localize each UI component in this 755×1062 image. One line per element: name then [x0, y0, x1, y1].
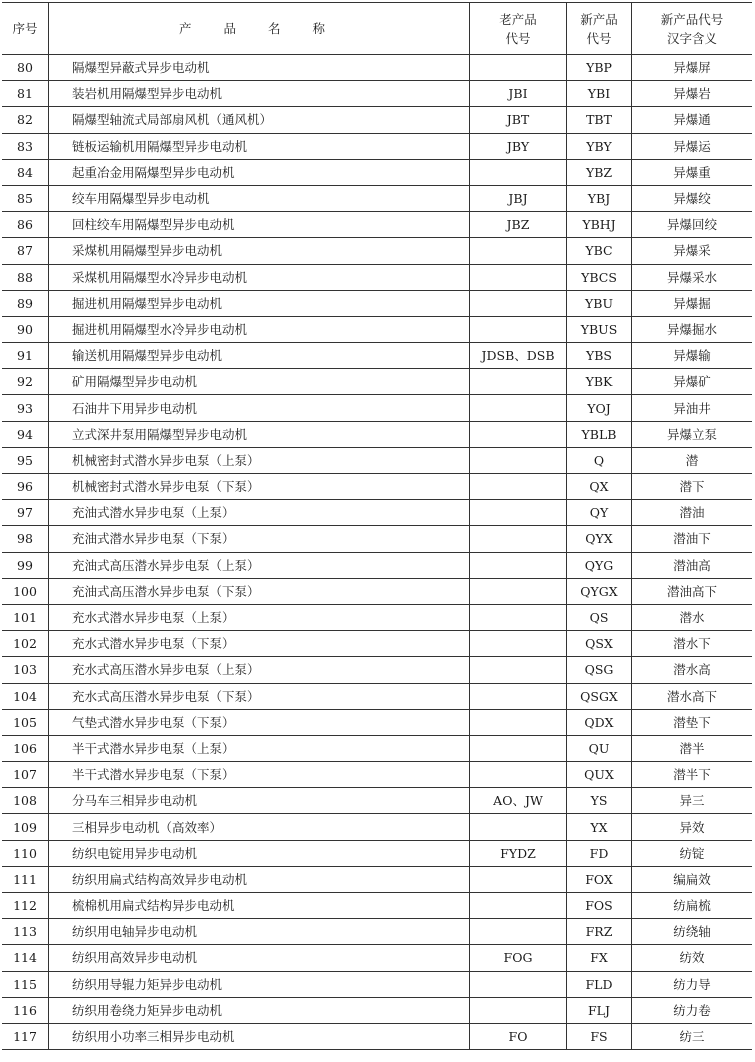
- cell-name: 气垫式潜水异步电泵（下泵）: [49, 709, 470, 735]
- cell-old-code: [470, 657, 567, 683]
- cell-meaning: 异爆采水: [632, 264, 753, 290]
- cell-no: 89: [2, 290, 49, 316]
- cell-meaning: 异效: [632, 814, 753, 840]
- cell-meaning: 潜水下: [632, 631, 753, 657]
- cell-no: 115: [2, 971, 49, 997]
- table-row: [2, 893, 752, 919]
- cell-name: 石油井下用异步电动机: [49, 395, 470, 421]
- table-row: [2, 788, 752, 814]
- table-row: [2, 945, 752, 971]
- cell-meaning: 潜油高: [632, 552, 753, 578]
- cell-meaning: 纺绕轴: [632, 919, 753, 945]
- cell-no: 80: [2, 55, 49, 81]
- cell-meaning: 异三: [632, 788, 753, 814]
- cell-meaning: 潜垫下: [632, 709, 753, 735]
- cell-no: 84: [2, 159, 49, 185]
- cell-old-code: [470, 762, 567, 788]
- cell-name: 装岩机用隔爆型异步电动机: [49, 81, 470, 107]
- cell-old-code: [470, 552, 567, 578]
- cell-no: 117: [2, 1023, 49, 1049]
- cell-meaning: 潜油高下: [632, 578, 753, 604]
- table-row: [2, 81, 752, 107]
- cell-old-code: JBJ: [470, 185, 567, 211]
- table-header-row: [2, 3, 752, 55]
- cell-old-code: [470, 709, 567, 735]
- cell-no: 110: [2, 840, 49, 866]
- cell-no: 88: [2, 264, 49, 290]
- header-no: 序号: [2, 3, 49, 55]
- cell-name: 充水式高压潜水异步电泵（上泵）: [49, 657, 470, 683]
- cell-meaning: 异爆矿: [632, 369, 753, 395]
- cell-meaning: 潜半下: [632, 762, 753, 788]
- table-row: [2, 762, 752, 788]
- header-new-code-line2: 代号: [586, 30, 612, 46]
- cell-name: 机械密封式潜水异步电泵（上泵）: [49, 447, 470, 473]
- header-old-code-line1: 老产品: [499, 11, 537, 27]
- cell-meaning: 潜油下: [632, 526, 753, 552]
- cell-new-code: FOS: [567, 893, 632, 919]
- cell-no: 107: [2, 762, 49, 788]
- table-row: [2, 578, 752, 604]
- cell-meaning: 异爆重: [632, 159, 753, 185]
- cell-no: 97: [2, 500, 49, 526]
- cell-old-code: [470, 631, 567, 657]
- cell-meaning: 异爆立泵: [632, 421, 753, 447]
- cell-meaning: 异爆掘: [632, 290, 753, 316]
- table-row: [2, 840, 752, 866]
- table-row: [2, 709, 752, 735]
- table-row: [2, 657, 752, 683]
- cell-old-code: [470, 55, 567, 81]
- cell-old-code: FYDZ: [470, 840, 567, 866]
- header-meaning-line2: 汉字含义: [666, 30, 717, 46]
- cell-no: 87: [2, 238, 49, 264]
- cell-old-code: [470, 369, 567, 395]
- table-row: [2, 133, 752, 159]
- cell-name: 分马车三相异步电动机: [49, 788, 470, 814]
- table-row: [2, 919, 752, 945]
- cell-meaning: 异油井: [632, 395, 753, 421]
- cell-no: 91: [2, 343, 49, 369]
- cell-new-code: QU: [567, 735, 632, 761]
- table-row: [2, 290, 752, 316]
- table-row: [2, 369, 752, 395]
- cell-new-code: QYG: [567, 552, 632, 578]
- cell-name: 充油式高压潜水异步电泵（下泵）: [49, 578, 470, 604]
- table-row: [2, 447, 752, 473]
- cell-new-code: YBY: [567, 133, 632, 159]
- cell-old-code: [470, 159, 567, 185]
- header-meaning-line1: 新产品代号: [660, 11, 724, 27]
- cell-no: 105: [2, 709, 49, 735]
- cell-new-code: QUX: [567, 762, 632, 788]
- cell-meaning: 潜: [632, 447, 753, 473]
- cell-old-code: [470, 893, 567, 919]
- cell-new-code: FOX: [567, 866, 632, 892]
- cell-old-code: [470, 919, 567, 945]
- cell-no: 109: [2, 814, 49, 840]
- cell-no: 113: [2, 919, 49, 945]
- cell-no: 100: [2, 578, 49, 604]
- table-row: [2, 683, 752, 709]
- cell-name: 立式深井泵用隔爆型异步电动机: [49, 421, 470, 447]
- cell-name: 梳棉机用扁式结构异步电动机: [49, 893, 470, 919]
- cell-old-code: JBT: [470, 107, 567, 133]
- table-row: [2, 185, 752, 211]
- cell-name: 纺织用小功率三相异步电动机: [49, 1023, 470, 1049]
- cell-meaning: 纺力卷: [632, 997, 753, 1023]
- cell-no: 101: [2, 604, 49, 630]
- cell-meaning: 异爆通: [632, 107, 753, 133]
- cell-old-code: [470, 474, 567, 500]
- cell-old-code: [470, 578, 567, 604]
- cell-no: 102: [2, 631, 49, 657]
- cell-old-code: JBI: [470, 81, 567, 107]
- cell-meaning: 潜水高: [632, 657, 753, 683]
- cell-new-code: YBC: [567, 238, 632, 264]
- cell-meaning: 纺力导: [632, 971, 753, 997]
- cell-old-code: [470, 526, 567, 552]
- cell-name: 纺织电锭用异步电动机: [49, 840, 470, 866]
- cell-old-code: [470, 290, 567, 316]
- cell-no: 95: [2, 447, 49, 473]
- cell-name: 充水式高压潜水异步电泵（下泵）: [49, 683, 470, 709]
- table-row: [2, 631, 752, 657]
- table-row: [2, 604, 752, 630]
- cell-meaning: 异爆绞: [632, 185, 753, 211]
- cell-no: 98: [2, 526, 49, 552]
- header-name: 产 品 名 称: [49, 3, 470, 55]
- cell-name: 链板运输机用隔爆型异步电动机: [49, 133, 470, 159]
- cell-name: 充油式高压潜水异步电泵（上泵）: [49, 552, 470, 578]
- cell-name: 采煤机用隔爆型异步电动机: [49, 238, 470, 264]
- cell-new-code: Q: [567, 447, 632, 473]
- cell-new-code: YBCS: [567, 264, 632, 290]
- cell-no: 82: [2, 107, 49, 133]
- cell-new-code: QSG: [567, 657, 632, 683]
- cell-new-code: FS: [567, 1023, 632, 1049]
- cell-meaning: 异爆运: [632, 133, 753, 159]
- table-body: [2, 55, 752, 1050]
- cell-old-code: [470, 604, 567, 630]
- cell-old-code: JBY: [470, 133, 567, 159]
- table-row: [2, 212, 752, 238]
- cell-new-code: QSGX: [567, 683, 632, 709]
- cell-no: 103: [2, 657, 49, 683]
- header-old-code: [470, 3, 567, 55]
- product-code-table: [2, 2, 752, 1050]
- cell-new-code: QYX: [567, 526, 632, 552]
- cell-no: 104: [2, 683, 49, 709]
- cell-old-code: [470, 500, 567, 526]
- cell-new-code: YBS: [567, 343, 632, 369]
- cell-new-code: YOJ: [567, 395, 632, 421]
- cell-meaning: 编扁效: [632, 866, 753, 892]
- cell-no: 90: [2, 316, 49, 342]
- cell-name: 矿用隔爆型异步电动机: [49, 369, 470, 395]
- cell-new-code: FLJ: [567, 997, 632, 1023]
- cell-new-code: YBI: [567, 81, 632, 107]
- table-row: [2, 1023, 752, 1049]
- cell-meaning: 潜下: [632, 474, 753, 500]
- table-row: [2, 971, 752, 997]
- cell-no: 83: [2, 133, 49, 159]
- cell-meaning: 潜水: [632, 604, 753, 630]
- cell-new-code: FRZ: [567, 919, 632, 945]
- cell-new-code: QYGX: [567, 578, 632, 604]
- cell-name: 纺织用卷绕力矩异步电动机: [49, 997, 470, 1023]
- cell-no: 86: [2, 212, 49, 238]
- table-row: [2, 866, 752, 892]
- cell-old-code: [470, 264, 567, 290]
- table-row: [2, 238, 752, 264]
- cell-meaning: 异爆屏: [632, 55, 753, 81]
- table-row: [2, 997, 752, 1023]
- cell-no: 106: [2, 735, 49, 761]
- cell-new-code: YX: [567, 814, 632, 840]
- cell-meaning: 纺锭: [632, 840, 753, 866]
- header-new-code: [567, 3, 632, 55]
- cell-old-code: [470, 735, 567, 761]
- cell-old-code: [470, 421, 567, 447]
- table-row: [2, 500, 752, 526]
- cell-new-code: QS: [567, 604, 632, 630]
- cell-new-code: YBU: [567, 290, 632, 316]
- cell-name: 输送机用隔爆型异步电动机: [49, 343, 470, 369]
- cell-name: 起重冶金用隔爆型异步电动机: [49, 159, 470, 185]
- cell-no: 85: [2, 185, 49, 211]
- cell-name: 三相异步电动机（高效率）: [49, 814, 470, 840]
- cell-no: 81: [2, 81, 49, 107]
- cell-meaning: 潜水高下: [632, 683, 753, 709]
- table-row: [2, 264, 752, 290]
- header-old-code-line2: 代号: [505, 30, 531, 46]
- cell-old-code: JBZ: [470, 212, 567, 238]
- cell-no: 92: [2, 369, 49, 395]
- cell-name: 纺织用扁式结构高效异步电动机: [49, 866, 470, 892]
- cell-name: 纺织用导辊力矩异步电动机: [49, 971, 470, 997]
- cell-new-code: YBHJ: [567, 212, 632, 238]
- table-row: [2, 159, 752, 185]
- cell-old-code: [470, 971, 567, 997]
- cell-meaning: 异爆输: [632, 343, 753, 369]
- cell-name: 半干式潜水异步电泵（上泵）: [49, 735, 470, 761]
- cell-new-code: TBT: [567, 107, 632, 133]
- cell-name: 充油式潜水异步电泵（上泵）: [49, 500, 470, 526]
- table-row: [2, 107, 752, 133]
- cell-meaning: 异爆回绞: [632, 212, 753, 238]
- cell-meaning: 异爆岩: [632, 81, 753, 107]
- cell-old-code: [470, 814, 567, 840]
- cell-meaning: 纺扁梳: [632, 893, 753, 919]
- table-row: [2, 552, 752, 578]
- cell-meaning: 纺三: [632, 1023, 753, 1049]
- cell-name: 隔爆型轴流式局部扇风机（通风机）: [49, 107, 470, 133]
- cell-new-code: YBZ: [567, 159, 632, 185]
- header-new-code-line1: 新产品: [580, 11, 618, 27]
- cell-name: 机械密封式潜水异步电泵（下泵）: [49, 474, 470, 500]
- cell-new-code: FD: [567, 840, 632, 866]
- cell-new-code: YBP: [567, 55, 632, 81]
- cell-old-code: [470, 238, 567, 264]
- cell-old-code: JDSB、DSB: [470, 343, 567, 369]
- cell-new-code: YS: [567, 788, 632, 814]
- table-row: [2, 526, 752, 552]
- cell-name: 回柱绞车用隔爆型异步电动机: [49, 212, 470, 238]
- cell-no: 111: [2, 866, 49, 892]
- cell-meaning: 潜油: [632, 500, 753, 526]
- cell-name: 掘进机用隔爆型水冷异步电动机: [49, 316, 470, 342]
- cell-new-code: QX: [567, 474, 632, 500]
- cell-old-code: [470, 447, 567, 473]
- table-row: [2, 421, 752, 447]
- cell-no: 114: [2, 945, 49, 971]
- table-row: [2, 395, 752, 421]
- cell-new-code: QY: [567, 500, 632, 526]
- cell-meaning: 异爆掘水: [632, 316, 753, 342]
- cell-new-code: YBJ: [567, 185, 632, 211]
- cell-new-code: YBK: [567, 369, 632, 395]
- cell-no: 116: [2, 997, 49, 1023]
- table-row: [2, 316, 752, 342]
- cell-old-code: [470, 866, 567, 892]
- cell-old-code: AO、JW: [470, 788, 567, 814]
- cell-old-code: [470, 683, 567, 709]
- cell-new-code: YBLB: [567, 421, 632, 447]
- cell-old-code: FO: [470, 1023, 567, 1049]
- cell-name: 充水式潜水异步电泵（下泵）: [49, 631, 470, 657]
- cell-name: 纺织用高效异步电动机: [49, 945, 470, 971]
- cell-meaning: 潜半: [632, 735, 753, 761]
- table-row: [2, 55, 752, 81]
- cell-no: 94: [2, 421, 49, 447]
- cell-new-code: FLD: [567, 971, 632, 997]
- cell-old-code: [470, 316, 567, 342]
- cell-meaning: 异爆采: [632, 238, 753, 264]
- cell-meaning: 纺效: [632, 945, 753, 971]
- cell-name: 半干式潜水异步电泵（下泵）: [49, 762, 470, 788]
- table-row: [2, 814, 752, 840]
- cell-name: 充水式潜水异步电泵（上泵）: [49, 604, 470, 630]
- cell-new-code: YBUS: [567, 316, 632, 342]
- cell-no: 93: [2, 395, 49, 421]
- cell-old-code: [470, 395, 567, 421]
- cell-no: 108: [2, 788, 49, 814]
- table-row: [2, 735, 752, 761]
- cell-old-code: FOG: [470, 945, 567, 971]
- cell-new-code: FX: [567, 945, 632, 971]
- cell-new-code: QDX: [567, 709, 632, 735]
- cell-new-code: QSX: [567, 631, 632, 657]
- cell-name: 掘进机用隔爆型异步电动机: [49, 290, 470, 316]
- cell-old-code: [470, 997, 567, 1023]
- cell-no: 96: [2, 474, 49, 500]
- cell-name: 充油式潜水异步电泵（下泵）: [49, 526, 470, 552]
- cell-name: 纺织用电轴异步电动机: [49, 919, 470, 945]
- cell-no: 112: [2, 893, 49, 919]
- table-row: [2, 343, 752, 369]
- cell-no: 99: [2, 552, 49, 578]
- table-row: [2, 474, 752, 500]
- header-meaning: [632, 3, 753, 55]
- cell-name: 隔爆型异蔽式异步电动机: [49, 55, 470, 81]
- cell-name: 绞车用隔爆型异步电动机: [49, 185, 470, 211]
- cell-name: 采煤机用隔爆型水冷异步电动机: [49, 264, 470, 290]
